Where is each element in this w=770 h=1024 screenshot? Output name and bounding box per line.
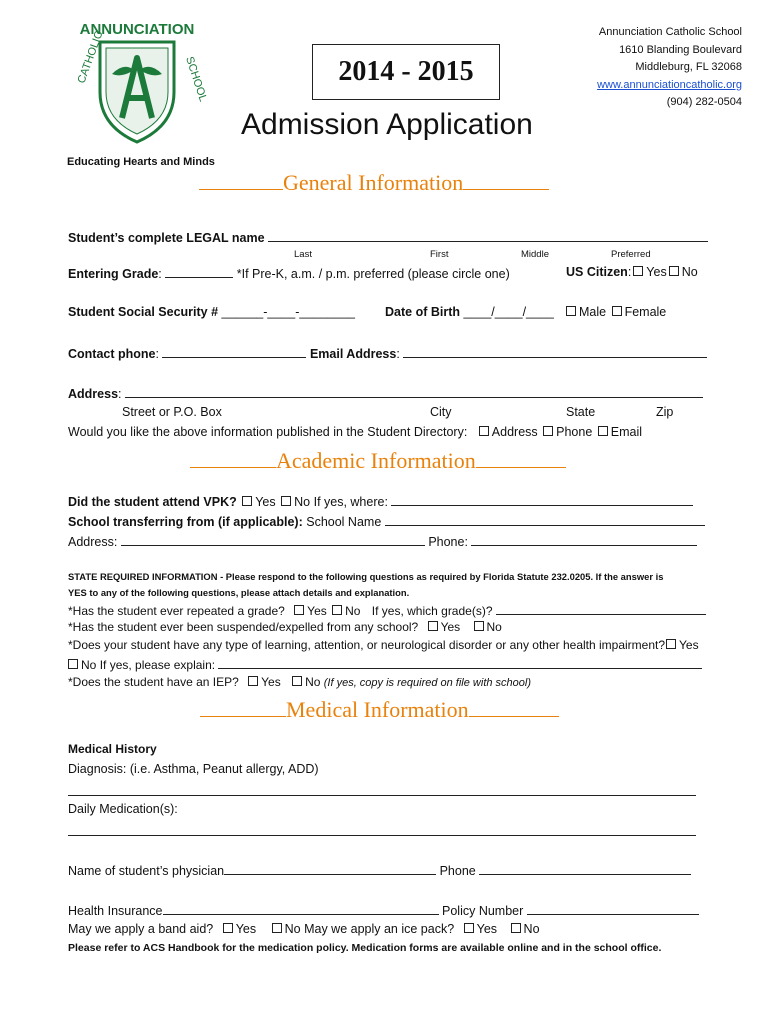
band-aid-no-checkbox[interactable] xyxy=(272,923,282,933)
directory-address-checkbox[interactable] xyxy=(479,426,489,436)
us-citizen-no-checkbox[interactable] xyxy=(669,266,679,276)
physician-field[interactable] xyxy=(224,862,436,875)
transfer-school-field[interactable] xyxy=(385,513,705,526)
iep-note: (If yes, copy is required on file with school) xyxy=(323,677,532,689)
heading-text: Medical Information xyxy=(286,697,469,722)
iep-yes-checkbox[interactable] xyxy=(248,676,258,686)
checkbox-label: No xyxy=(81,658,97,672)
suspended-no-checkbox[interactable] xyxy=(474,621,484,631)
checkbox-label: Yes xyxy=(679,638,699,652)
section-medical-heading xyxy=(200,697,559,723)
checkbox-label: No xyxy=(305,675,321,689)
heading-rule-right xyxy=(463,173,549,190)
contact-row: Contact phone: Email Address: xyxy=(68,345,707,361)
ssn-label: Student Social Security # xyxy=(68,305,219,319)
school-name: Annunciation Catholic School xyxy=(598,26,742,38)
medication-policy-note: Please refer to ACS Handbook for the medication policy. Medication forms are available online and in the school office. xyxy=(68,942,662,954)
explain-field[interactable] xyxy=(218,656,702,669)
prev-phone-field[interactable] xyxy=(471,533,697,546)
checkbox-label: No xyxy=(681,265,698,279)
physician-phone-label: Phone xyxy=(439,864,476,878)
vpk-yes-checkbox[interactable] xyxy=(242,496,252,506)
svg-text:ANNUNCIATION: ANNUNCIATION xyxy=(79,21,195,38)
dob-field[interactable]: ____/____/____ xyxy=(463,305,554,319)
name-part-first: First xyxy=(430,249,449,260)
daily-medication-label: Daily Medication(s): xyxy=(68,802,178,816)
dob-row xyxy=(385,305,554,319)
email-field[interactable] xyxy=(403,345,707,358)
physician-label: Name of student’s physician xyxy=(68,864,225,878)
vpk-row xyxy=(68,493,693,509)
diagnosis-field[interactable] xyxy=(68,795,696,796)
vpk-no-checkbox[interactable] xyxy=(281,496,291,506)
us-citizen-yes-checkbox[interactable] xyxy=(633,266,643,276)
school-phone: (904) 282-0504 xyxy=(666,96,742,108)
checkbox-label: No xyxy=(345,604,361,618)
address-field[interactable] xyxy=(125,385,703,398)
heading-rule-left xyxy=(190,451,276,468)
entering-grade-row: Entering Grade: *If Pre-K, a.m. / p.m. preferred (please circle one) xyxy=(68,267,510,281)
female-checkbox[interactable] xyxy=(612,306,622,316)
disability-explain-row xyxy=(66,656,702,672)
heading-rule-right xyxy=(476,451,566,468)
repeated-grade-question: *Has the student ever repeated a grade? xyxy=(68,604,285,618)
ssn-row xyxy=(68,305,355,319)
school-tagline: Educating Hearts and Minds xyxy=(67,156,215,168)
policy-label: Policy Number xyxy=(442,904,524,918)
checkbox-label: Yes xyxy=(255,495,276,509)
suspended-yes-checkbox[interactable] xyxy=(428,621,438,631)
suspended-row xyxy=(68,620,502,634)
checkbox-label: Female xyxy=(624,305,667,319)
ice-pack-no-checkbox[interactable] xyxy=(511,923,521,933)
first-aid-row xyxy=(68,922,540,936)
male-checkbox[interactable] xyxy=(566,306,576,316)
school-address-block xyxy=(597,24,742,112)
page-title: Admission Application xyxy=(241,108,533,141)
checkbox-label: Male xyxy=(579,305,607,319)
iep-no-checkbox[interactable] xyxy=(292,676,302,686)
vpk-where-label: If yes, where: xyxy=(313,495,388,509)
insurance-label: Health Insurance xyxy=(68,904,163,918)
prev-school-address-row xyxy=(68,533,697,549)
legal-name-label: Student’s complete LEGAL name xyxy=(68,231,265,245)
section-academic-heading xyxy=(190,448,566,474)
school-name-label: School Name xyxy=(306,515,382,529)
prev-address-label: Address: xyxy=(68,535,118,549)
section-general-heading xyxy=(199,170,549,196)
checkbox-label: Yes xyxy=(261,675,281,689)
ssn-field[interactable]: ______-____-________ xyxy=(221,305,355,319)
checkbox-label: No xyxy=(486,620,502,634)
name-part-last: Last xyxy=(294,249,312,260)
explain-label: If yes, please explain: xyxy=(99,658,216,672)
address-part-state: State xyxy=(566,405,596,419)
checkbox-label: Yes xyxy=(646,265,667,279)
transfer-row xyxy=(68,513,705,529)
vpk-label: Did the student attend VPK? xyxy=(68,495,237,509)
state-required-line-1: STATE REQUIRED INFORMATION - Please respond to the following questions as required by Florida Statute 232.0205. If the answer is xyxy=(68,571,664,582)
suspended-question: *Has the student ever been suspended/expelled from any school? xyxy=(68,620,419,634)
school-year-box: 2014 - 2015 xyxy=(312,44,500,100)
address-part-street: Street or P.O. Box xyxy=(122,405,222,419)
policy-field[interactable] xyxy=(527,902,699,915)
gender-row xyxy=(564,305,666,319)
school-website-link[interactable]: www.annunciationcatholic.org xyxy=(597,78,742,91)
heading-rule-left xyxy=(199,173,283,190)
heading-text: Academic Information xyxy=(276,448,476,473)
svg-text:SCHOOL: SCHOOL xyxy=(183,55,209,104)
checkbox-label: Yes xyxy=(476,922,498,936)
state-required-line-2: YES to any of the following questions, please attach details and explanation. xyxy=(68,587,410,598)
heading-rule-right xyxy=(469,700,559,717)
checkbox-label: Phone xyxy=(556,425,593,439)
name-part-middle: Middle xyxy=(521,249,549,260)
band-aid-question: May we apply a band aid? xyxy=(68,922,214,936)
vpk-where-field[interactable] xyxy=(391,493,693,506)
logo-crest-icon xyxy=(62,14,212,154)
address-label: Address xyxy=(68,387,119,401)
ice-pack-yes-checkbox[interactable] xyxy=(464,923,474,933)
iep-question: *Does the student have an IEP? xyxy=(68,675,239,689)
directory-row xyxy=(68,425,642,439)
disability-yes xyxy=(664,638,699,652)
checkbox-label: Email xyxy=(610,425,643,439)
entering-grade-label: Entering Grade xyxy=(68,267,159,281)
medical-history-label: Medical History xyxy=(68,742,157,756)
disability-question: *Does your student have any type of learning, attention, or neurological disorder or any other health impairment? xyxy=(68,638,666,652)
contact-phone-field[interactable] xyxy=(162,345,306,358)
us-citizen-row: US Citizen: Yes No xyxy=(566,265,698,279)
insurance-row xyxy=(68,902,699,918)
directory-email-checkbox[interactable] xyxy=(598,426,608,436)
repeated-yes-checkbox[interactable] xyxy=(294,605,304,615)
prev-address-field[interactable] xyxy=(121,533,425,546)
name-part-preferred: Preferred xyxy=(611,249,651,260)
prev-phone-label: Phone: xyxy=(428,535,468,549)
disability-yes-checkbox[interactable] xyxy=(666,639,676,649)
checkbox-label: Yes xyxy=(440,620,461,634)
heading-text: General Information xyxy=(283,170,464,195)
iep-row xyxy=(68,675,531,689)
physician-phone-field[interactable] xyxy=(479,862,691,875)
transfer-label: School transferring from (if applicable): xyxy=(68,515,303,529)
heading-rule-left xyxy=(200,700,286,717)
repeated-followup-label: If yes, which grade(s)? xyxy=(371,604,493,618)
directory-phone-checkbox[interactable] xyxy=(543,426,553,436)
entering-grade-field[interactable] xyxy=(165,265,233,278)
address-row: Address: xyxy=(68,385,703,401)
checkbox-label: Yes xyxy=(235,922,257,936)
checkbox-label: Address xyxy=(491,425,538,439)
insurance-field[interactable] xyxy=(163,902,439,915)
dob-label: Date of Birth xyxy=(385,305,460,319)
disability-row xyxy=(68,638,665,652)
checkbox-label: Yes xyxy=(307,604,327,618)
disability-no-checkbox[interactable] xyxy=(68,659,78,669)
directory-question: Would you like the above information published in the Student Directory: xyxy=(68,425,468,439)
address-part-city: City xyxy=(430,405,452,419)
band-aid-yes-checkbox[interactable] xyxy=(223,923,233,933)
contact-phone-label: Contact phone xyxy=(68,347,156,361)
legal-name-row xyxy=(68,229,708,245)
school-city: Middleburg, FL 32068 xyxy=(635,61,742,73)
legal-name-field[interactable] xyxy=(268,229,708,242)
address-part-zip: Zip xyxy=(656,405,674,419)
repeated-grades-field[interactable] xyxy=(496,602,706,615)
email-label: Email Address xyxy=(309,347,397,361)
diagnosis-label: Diagnosis: (i.e. Asthma, Peanut allergy, ADD) xyxy=(68,762,319,776)
school-logo xyxy=(62,14,212,154)
repeated-grade-row xyxy=(68,602,706,618)
physician-row xyxy=(68,862,691,878)
repeated-no-checkbox[interactable] xyxy=(332,605,342,615)
us-citizen-label: US Citizen xyxy=(566,265,628,279)
checkbox-label: No xyxy=(523,922,540,936)
checkbox-label: No xyxy=(284,922,301,936)
svg-text:CATHOLIC: CATHOLIC xyxy=(75,29,106,86)
daily-medication-field[interactable] xyxy=(68,835,696,836)
ice-pack-question: May we apply an ice pack? xyxy=(304,922,455,936)
prek-note: *If Pre-K, a.m. / p.m. preferred (please circle one) xyxy=(236,267,510,281)
checkbox-label: No xyxy=(294,495,311,509)
school-street: 1610 Blanding Boulevard xyxy=(619,43,742,56)
